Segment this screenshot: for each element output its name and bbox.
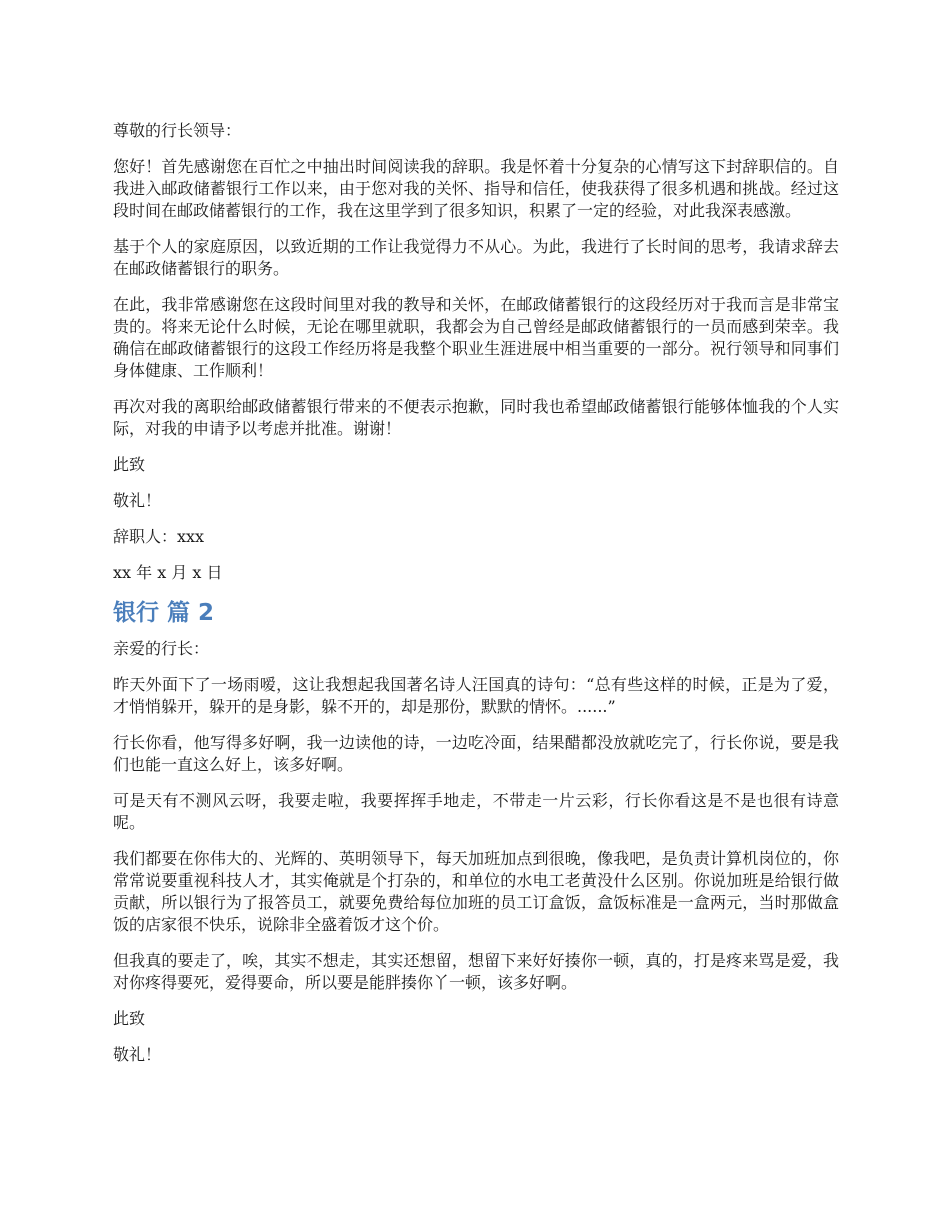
signature: 辞职人：xxx bbox=[113, 527, 205, 546]
paragraph: 可是天有不测风云呀，我要走啦，我要挥挥手地走，不带走一片云彩，行长你看这是不是也很有诗意呢。 bbox=[113, 791, 839, 832]
paragraph: 行长你看，他写得多好啊，我一边读他的诗，一边吃冷面，结果醋都没放就吃完了，行长你说，要是我们也能一直这么好上，该多好啊。 bbox=[113, 733, 839, 774]
paragraph: 我们都要在你伟大的、光辉的、英明领导下，每天加班加点到很晚，像我吧，是负责计算机岗位的，你常常说要重视科技人才，其实俺就是个打杂的，和单位的水电工老黄没什么区别。你说加班是给银行做贡献，所以银行为了报答员工，就要免费给每位加班的员工订盒饭，盒饭标准是一盒两元，当时那做盒饭的店家很不快乐，说除非全盛着饭才这个价。 bbox=[113, 849, 839, 934]
closing-line: 敬礼！ bbox=[113, 1045, 162, 1064]
salutation: 亲爱的行长： bbox=[113, 639, 210, 658]
date: xx 年 x 月 x 日 bbox=[113, 563, 223, 582]
paragraph: 再次对我的离职给邮政储蓄银行带来的不便表示抱歉，同时我也希望邮政储蓄银行能够体恤我的个人实际，对我的申请予以考虑并批准。谢谢！ bbox=[113, 397, 839, 438]
closing-line: 敬礼！ bbox=[113, 491, 162, 510]
salutation: 尊敬的行长领导： bbox=[113, 121, 242, 140]
closing-line: 此致 bbox=[113, 455, 146, 474]
paragraph: 但我真的要走了，唉，其实不想走，其实还想留，想留下来好好揍你一顿，真的，打是疼来骂是爱，我对你疼得要死，爱得要命，所以要是能胖揍你丫一顿，该多好啊。 bbox=[113, 951, 839, 992]
paragraph: 在此，我非常感谢您在这段时间里对我的教导和关怀，在邮政储蓄银行的这段经历对于我而言是非常宝贵的。将来无论什么时候，无论在哪里就职，我都会为自己曾经是邮政储蓄银行的一员而感到荣幸。我确信在邮政储蓄银行的这段工作经历将是我整个职业生涯进展中相当重要的一部分。祝行领导和同事们身体健康、工作顺利！ bbox=[113, 295, 839, 380]
document-page bbox=[113, 120, 839, 1080]
section-heading: 银行 篇 2 bbox=[113, 600, 215, 626]
closing-line: 此致 bbox=[113, 1009, 146, 1028]
paragraph: 昨天外面下了一场雨嗳，这让我想起我国著名诗人汪国真的诗句：“总有些这样的时候，正是为了爱，才悄悄躲开，躲开的是身影，躲不开的，却是那份，默默的情怀。......” bbox=[113, 675, 839, 716]
paragraph: 基于个人的家庭原因，以致近期的工作让我觉得力不从心。为此，我进行了长时间的思考，我请求辞去在邮政储蓄银行的职务。 bbox=[113, 237, 839, 278]
paragraph: 您好！首先感谢您在百忙之中抽出时间阅读我的辞职。我是怀着十分复杂的心情写这下封辞职信的。自我进入邮政储蓄银行工作以来，由于您对我的关怀、指导和信任，使我获得了很多机遇和挑战。经过这段时间在邮政储蓄银行的工作，我在这里学到了很多知识，积累了一定的经验，对此我深表感激。 bbox=[113, 157, 839, 220]
